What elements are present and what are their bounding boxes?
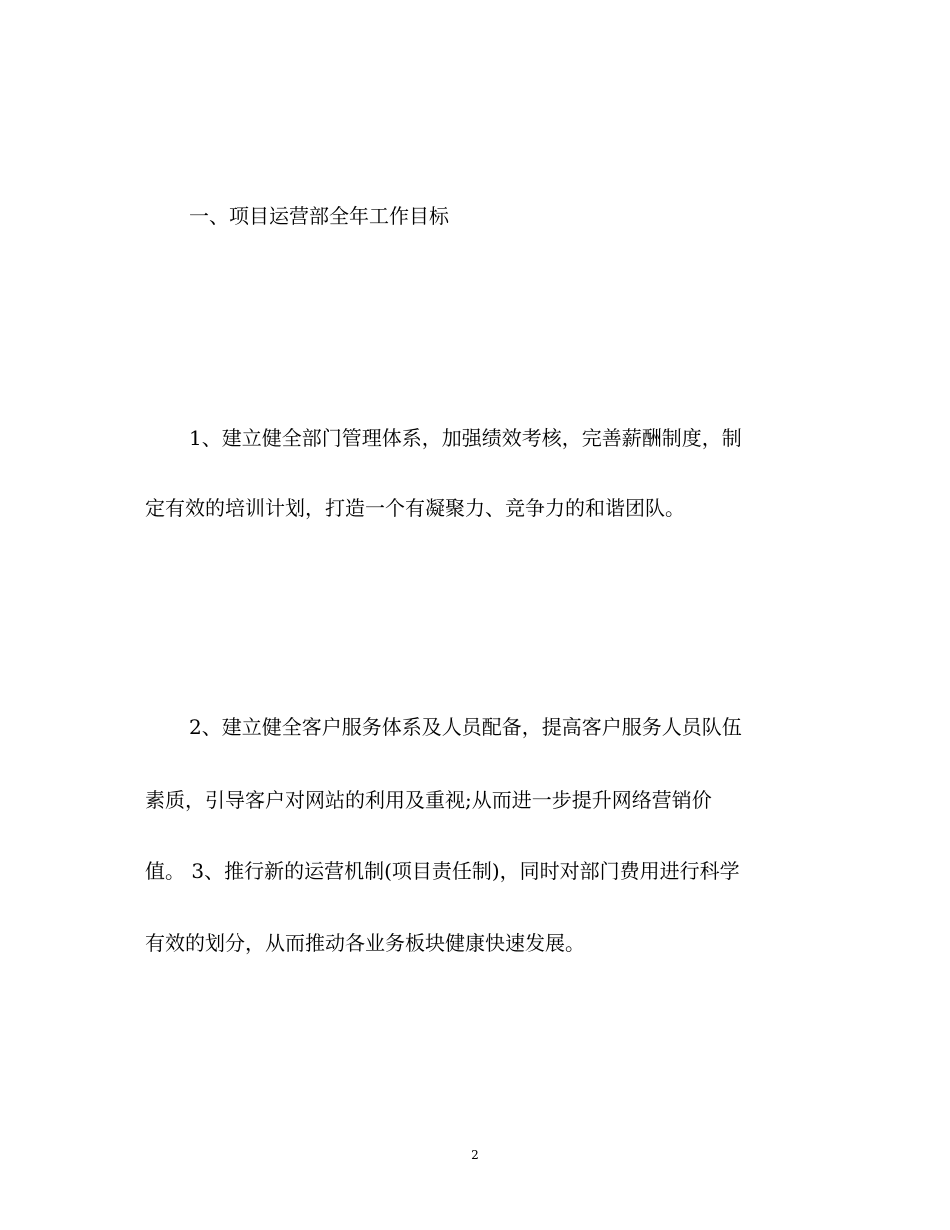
section-heading: 一、项目运营部全年工作目标 (189, 204, 449, 228)
page-number: 2 (471, 1148, 479, 1162)
paragraph-1-line-2: 定有效的培训计划，打造一个有凝聚力、竞争力的和谐团队。 (145, 496, 685, 520)
paragraph-2-line-2: 素质，引导客户对网站的利用及重视;从而进一步提升网络营销价 (145, 788, 712, 812)
paragraph-1-line-1: 1、建立健全部门管理体系，加强绩效考核，完善薪酬制度，制 (189, 426, 742, 450)
paragraph-2-line-4: 有效的划分，从而推动各业务板块健康快速发展。 (145, 931, 585, 955)
paragraph-2-line-3: 值。 3、推行新的运营机制(项目责任制)，同时对部门费用进行科学 (145, 859, 740, 883)
paragraph-2-line-1: 2、建立健全客户服务体系及人员配备，提高客户服务人员队伍 (189, 715, 742, 739)
